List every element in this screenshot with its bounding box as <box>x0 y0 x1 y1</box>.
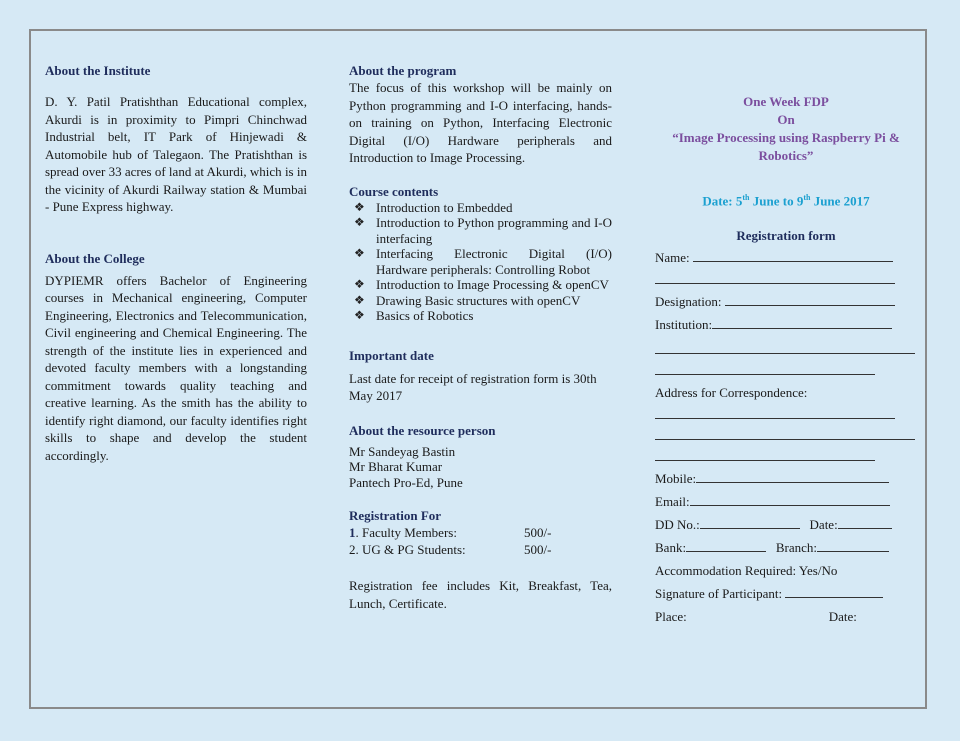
resource-name-2: Mr Bharat Kumar <box>349 459 443 474</box>
list-item: ❖ Basics of Robotics <box>354 308 474 323</box>
brochure-frame <box>29 29 927 709</box>
registration-heading: Registration For <box>349 508 442 523</box>
event-on: On <box>777 112 795 127</box>
address-label: Address for Correspondence: <box>655 385 808 401</box>
bank-field[interactable]: Bank: Branch: <box>655 536 917 559</box>
important-heading: Important date <box>349 347 434 363</box>
diamond-bullet-icon: ❖ <box>354 199 365 214</box>
diamond-bullet-icon: ❖ <box>354 246 365 260</box>
registration-note: Registration fee includes Kit, Breakfast, Tea, Lunch, Certificate. <box>349 578 612 611</box>
list-item: ❖ Drawing Basic structures with openCV <box>354 292 581 308</box>
address-line-3[interactable] <box>655 446 875 461</box>
resource-org: Pantech Pro-Ed, Pune <box>349 474 463 490</box>
mobile-field[interactable]: Mobile: <box>655 467 917 490</box>
email-field[interactable]: Email: <box>655 490 917 513</box>
registration-form-title: Registration form <box>736 228 836 244</box>
institution-field[interactable]: Institution: <box>655 313 917 336</box>
address-line-2[interactable] <box>655 425 915 440</box>
institute-heading: About the Institute <box>45 63 151 78</box>
place-date-field[interactable]: Place: Date: <box>655 609 857 625</box>
diamond-bullet-icon: ❖ <box>354 292 365 307</box>
course-list <box>349 200 612 324</box>
designation-field[interactable]: Designation: <box>655 290 917 313</box>
program-heading: About the program <box>349 63 457 78</box>
column-program <box>349 62 612 612</box>
diamond-bullet-icon: ❖ <box>354 308 365 322</box>
event-topic: “Image Processing using Raspberry Pi & Robotics” <box>672 130 900 163</box>
name-field[interactable]: Name: <box>655 246 917 269</box>
signature-field[interactable]: Signature of Participant: <box>655 582 917 605</box>
address-line-1[interactable] <box>655 404 895 419</box>
diamond-bullet-icon: ❖ <box>354 277 365 291</box>
institution-line-3[interactable] <box>655 360 875 375</box>
important-text: Last date for receipt of registration form is 30th May 2017 <box>349 370 597 403</box>
institution-line-2[interactable] <box>655 339 915 354</box>
event-title: One Week FDP <box>743 94 829 109</box>
resource-heading: About the resource person <box>349 422 496 438</box>
course-heading: Course contents <box>349 183 439 199</box>
diamond-bullet-icon: ❖ <box>354 215 365 229</box>
list-item: ❖ Introduction to Image Processing & openCV <box>354 277 609 292</box>
institute-text: D. Y. Patil Pratishthan Educational complex, Akurdi is in proximity to Pimpri Chinchwad Industrial belt, IT Park of Hinjewadi & Automobile hub of Talegaon. The Pratishthan is spread over 33 acres of land at Akurdi, which is in the vicinity of Akurdi Railway station & Mumbai - Pune Express highway. <box>45 94 307 214</box>
college-text: DYPIEMR offers Bachelor of Engineering courses in Mechanical engineering, Computer Engineering, Electronics and Telecommunication, Civil engineering and Chemical Engineering. The strength of the institute lies in experienced and devoted faculty members with a longstanding commitment towards quality teaching and creative learning. As the smith has the ability to identify right diamond, our faculty identifies right skills to shape and develop the student accordingly. <box>45 272 307 463</box>
fee-row-students: 2. UG & PG Students: 500/- <box>349 542 552 557</box>
column-registration <box>655 93 917 628</box>
resource-name-1: Mr Sandeyag Bastin <box>349 443 456 459</box>
college-heading: About the College <box>45 250 145 266</box>
dd-field[interactable]: DD No.: Date: <box>655 513 917 536</box>
event-date: Date: 5th June to 9th June 2017 <box>702 193 870 209</box>
list-item: ❖ Interfacing Electronic Digital (I/O) Hardware peripherals: Controlling Robot <box>354 246 612 277</box>
column-institute <box>45 62 307 464</box>
program-text: The focus of this workshop will be mainly on Python programming and I-O interfacing, hands-on training on Python, Interfacing Electronic Digital (I/O) Hardware peripherals and Introduction to Image Processing. <box>349 80 612 165</box>
list-item: ❖ Introduction to Embedded <box>354 199 513 215</box>
fee-row-faculty: 1. Faculty Members: 500/- <box>349 525 552 540</box>
list-item: ❖ Introduction to Python programming and I-O interfacing <box>354 215 612 246</box>
name-line-2[interactable] <box>655 269 895 284</box>
accommodation-field[interactable]: Accommodation Required: Yes/No <box>655 563 838 579</box>
